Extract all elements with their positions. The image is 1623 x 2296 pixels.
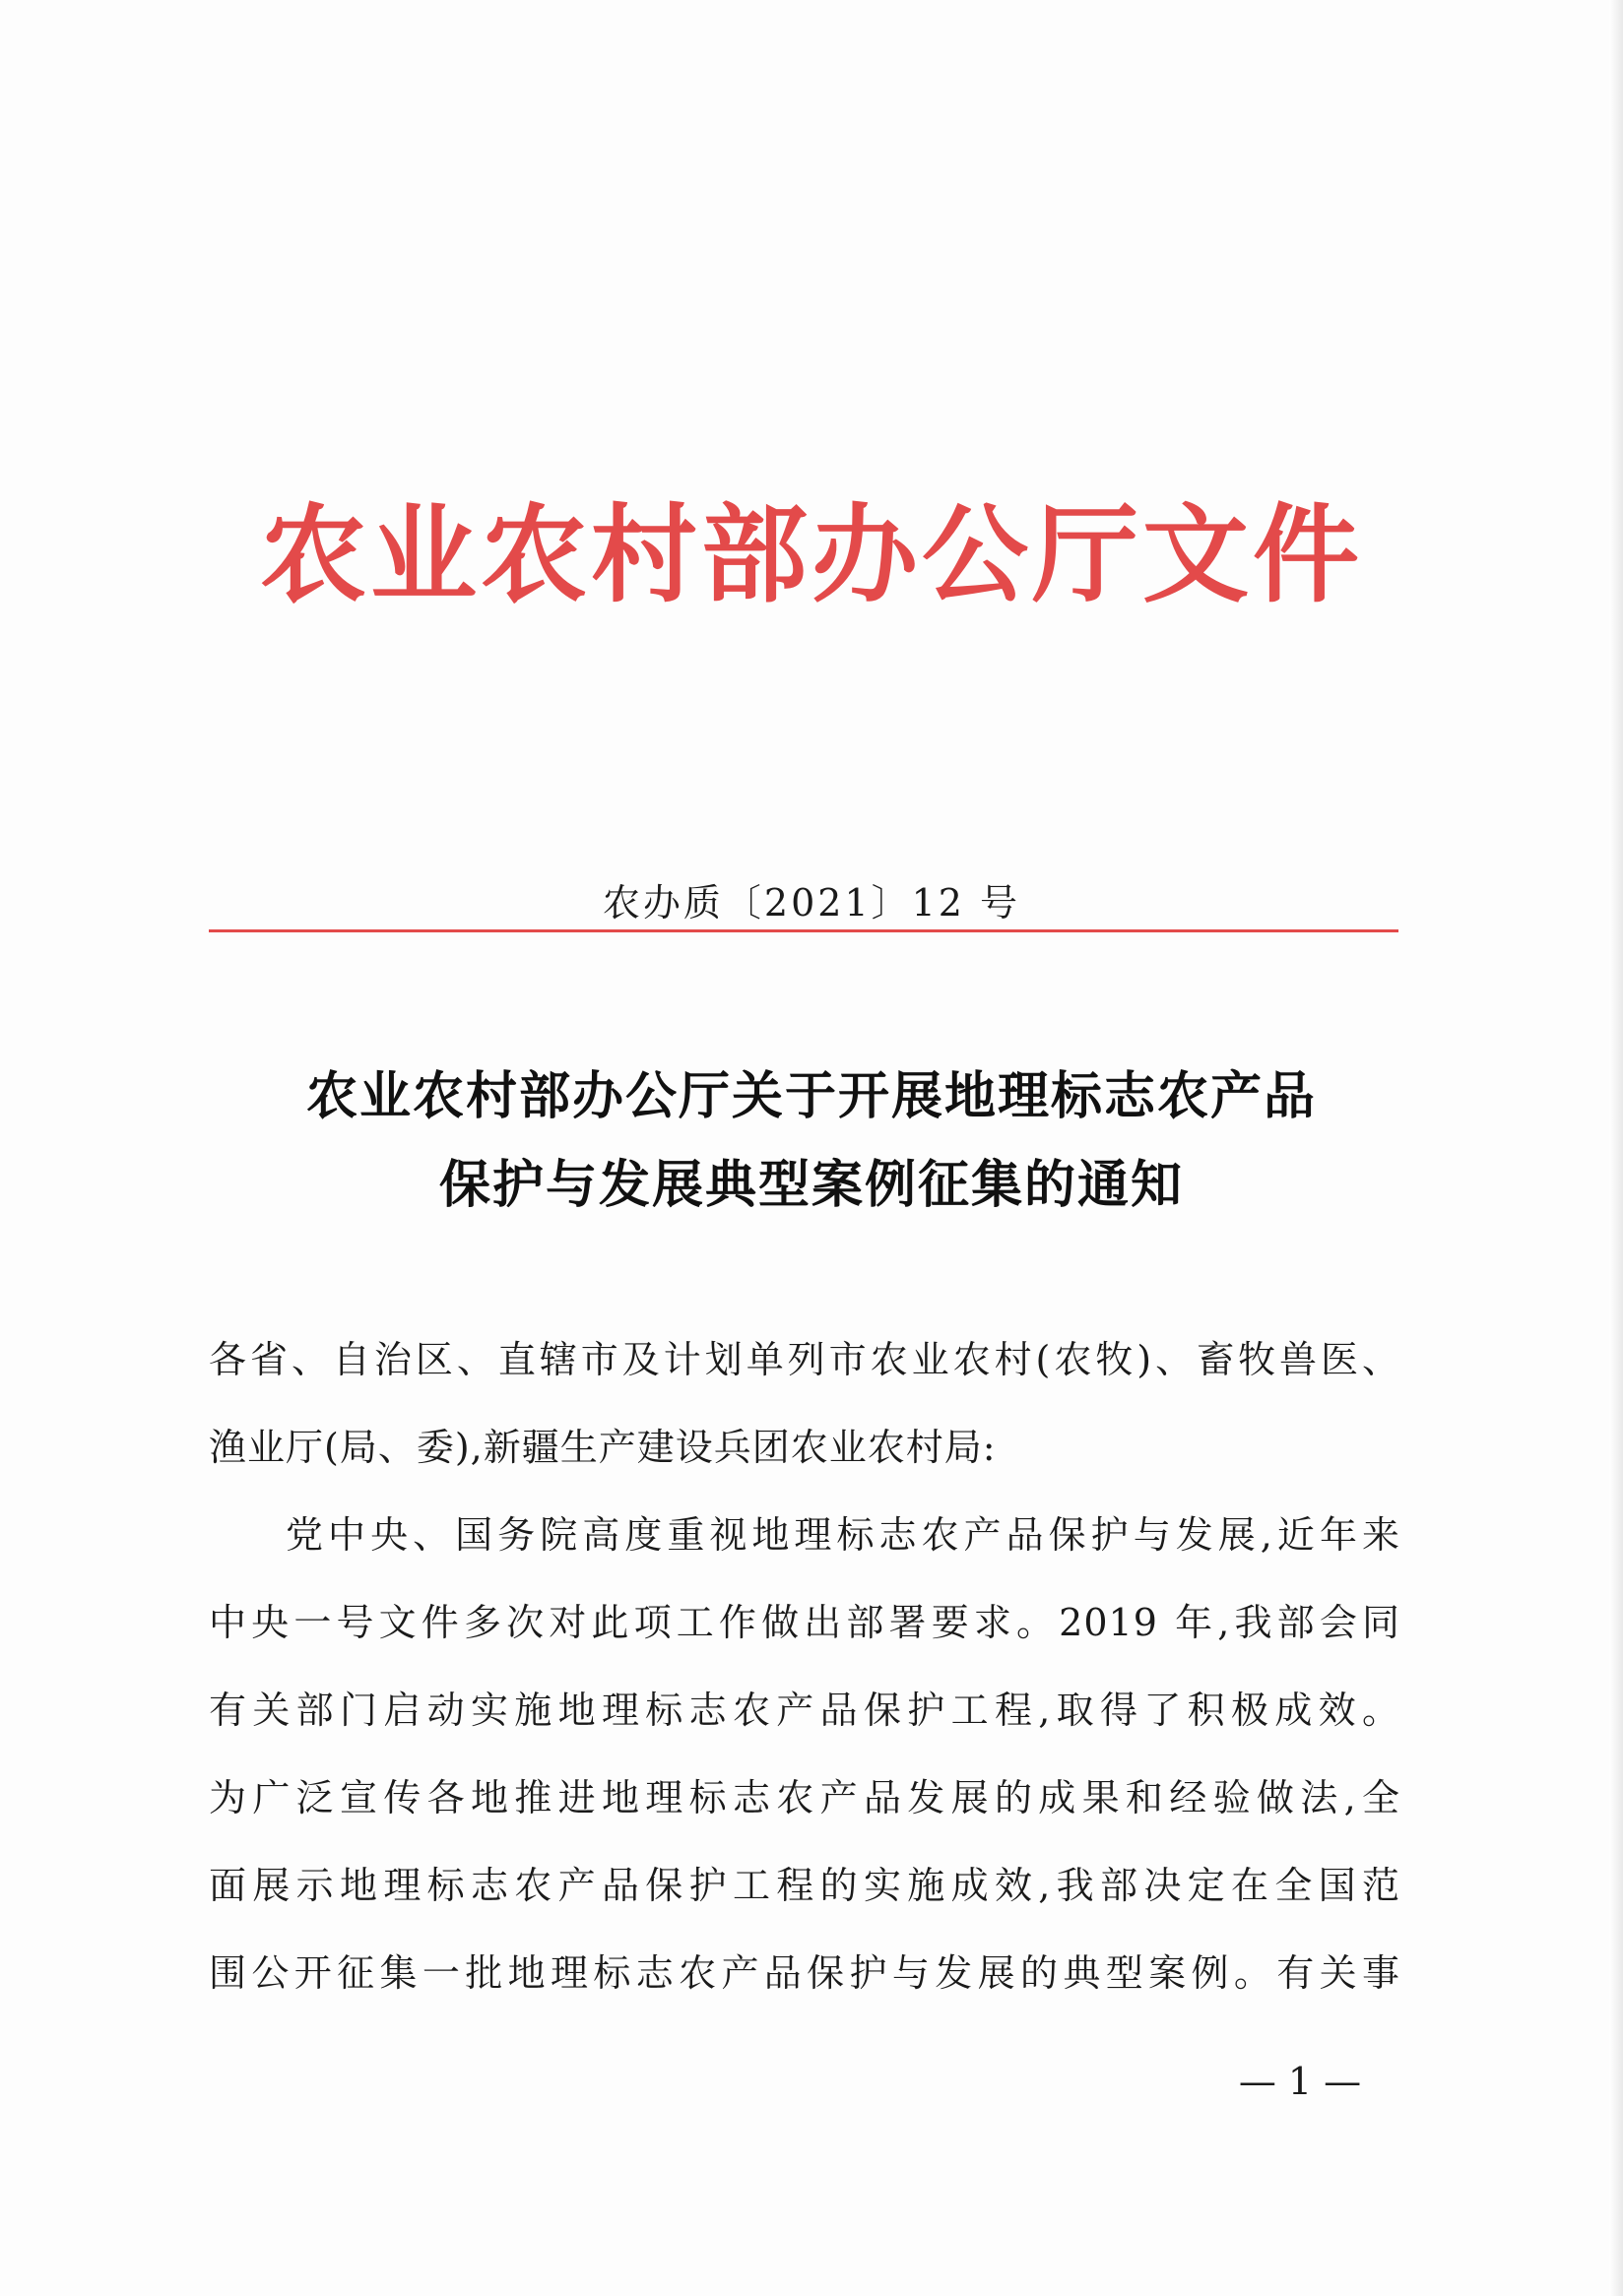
paragraph-line-2: 中央一号文件多次对此项工作做出部署要求。2019 年,我部会同 <box>209 1601 1400 1644</box>
paragraph-line-1: 党中央、国务院高度重视地理标志农产品保护与发展,近年来 <box>286 1513 1400 1557</box>
document-number: 农办质〔2021〕12 号 <box>602 881 1021 925</box>
notice-title-line-1: 农业农村部办公厅关于开展地理标志农产品 <box>305 1066 1317 1126</box>
masthead-title: 农业农村部办公厅文件 <box>259 493 1363 617</box>
page-number: — 1 — <box>1238 2060 1362 2103</box>
addressee-line-1: 各省、自治区、直辖市及计划单列市农业农村(农牧)、畜牧兽医、 <box>209 1338 1400 1381</box>
addressee-line-2: 渔业厅(局、委),新疆生产建设兵团农业农村局: <box>209 1426 997 1469</box>
paragraph-line-3: 有关部门启动实施地理标志农产品保护工程,取得了积极成效。 <box>209 1689 1400 1732</box>
red-divider <box>209 929 1398 932</box>
paragraph-line-5: 面展示地理标志农产品保护工程的实施成效,我部决定在全国范 <box>209 1864 1400 1907</box>
paragraph-line-6: 围公开征集一批地理标志农产品保护与发展的典型案例。有关事 <box>209 1951 1400 1995</box>
paragraph-line-4: 为广泛宣传各地推进地理标志农产品发展的成果和经验做法,全 <box>209 1776 1400 1819</box>
notice-title-line-2: 保护与发展典型案例征集的通知 <box>438 1155 1184 1215</box>
scan-edge <box>1609 0 1623 2296</box>
